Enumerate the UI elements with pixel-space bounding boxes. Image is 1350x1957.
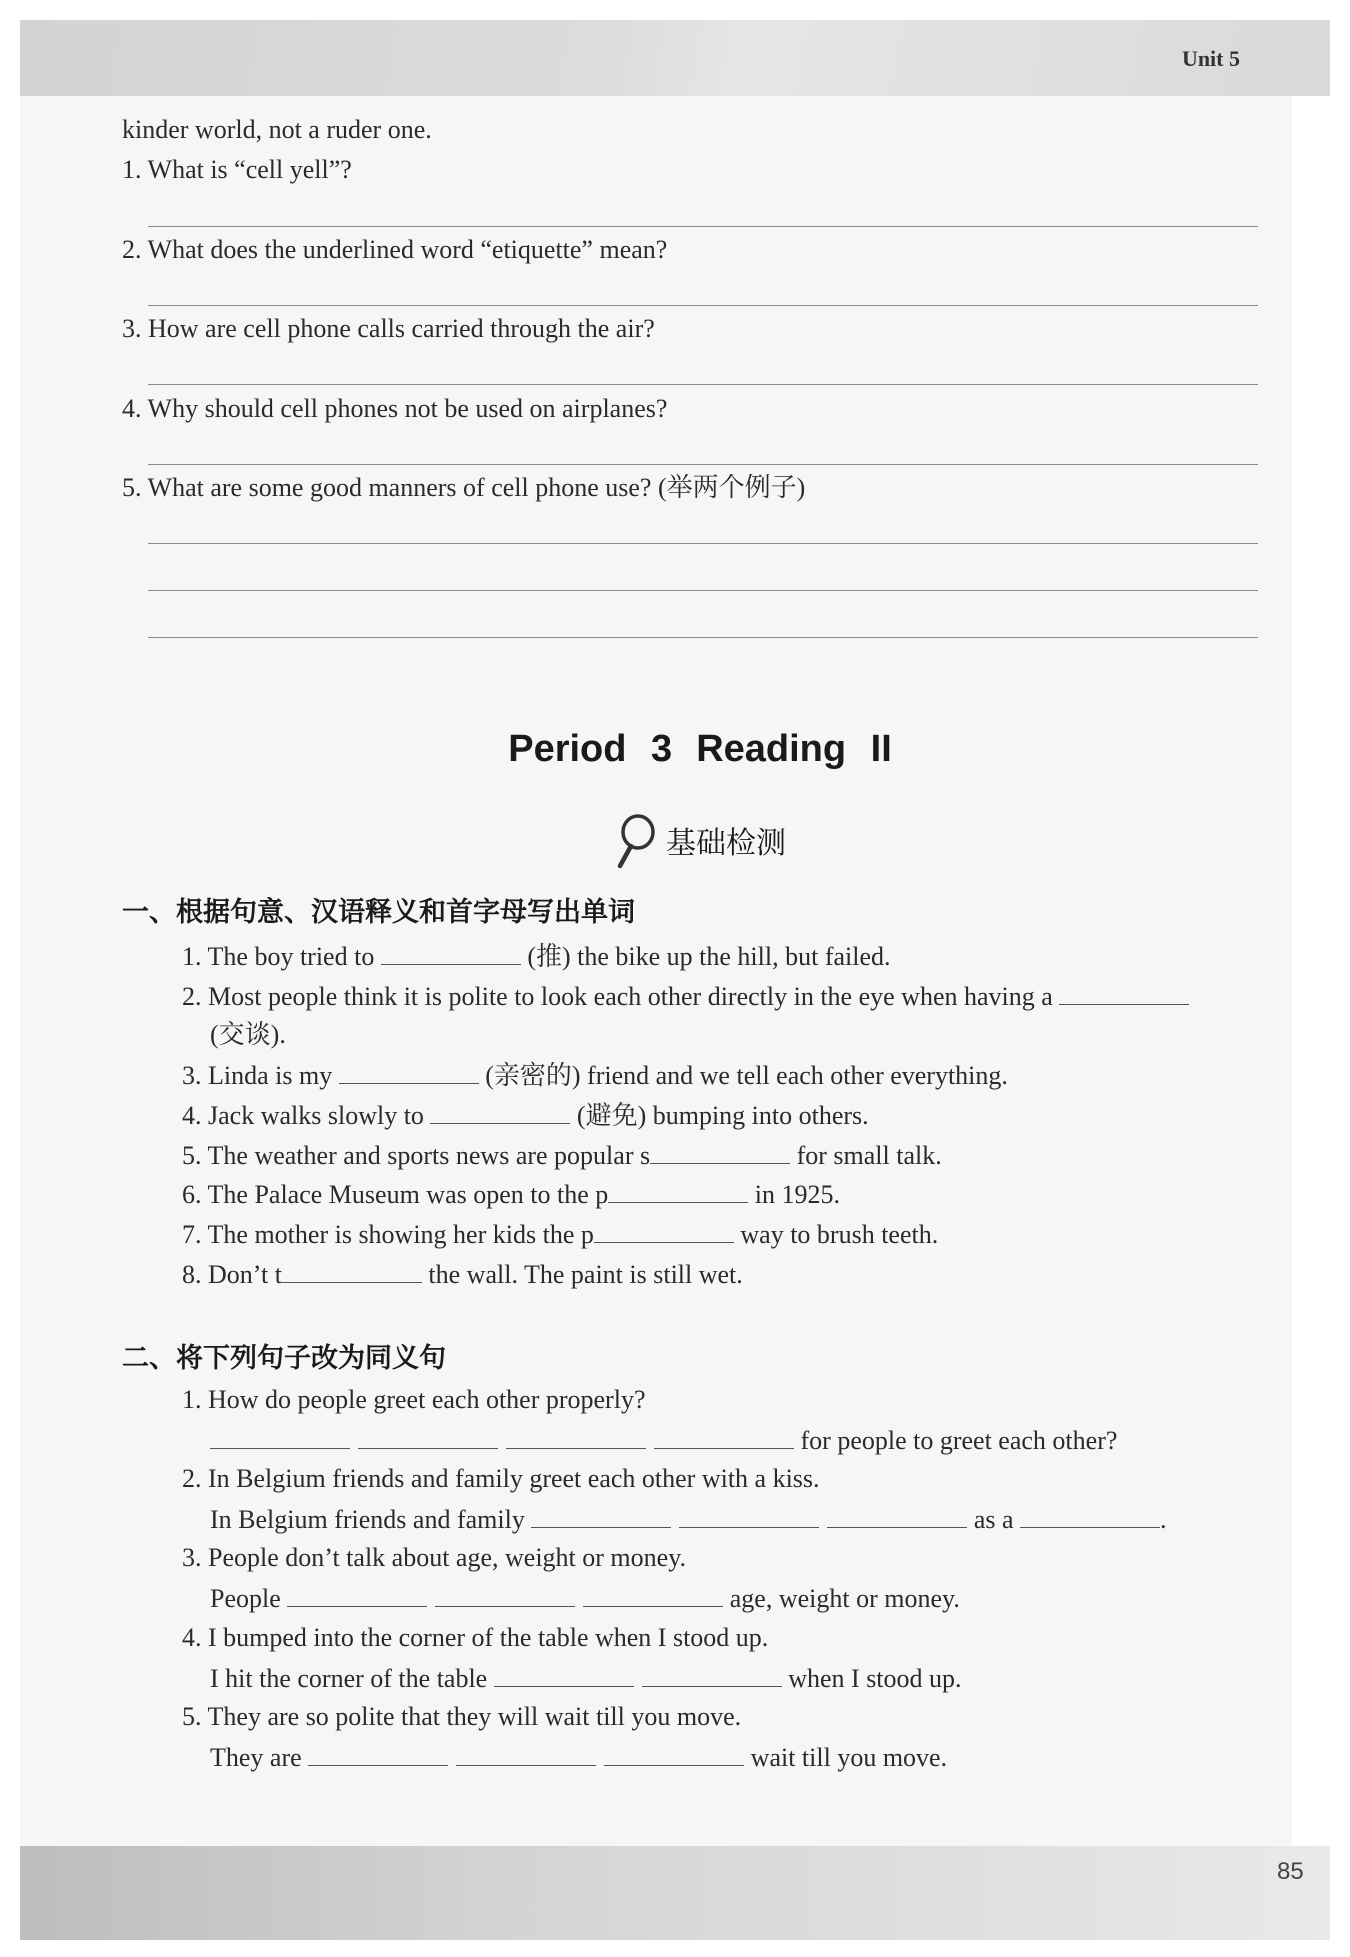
blank[interactable]	[358, 1424, 498, 1449]
question-3: 3. How are cell phone calls carried through the air?	[122, 314, 655, 343]
blank[interactable]	[654, 1424, 794, 1449]
unit-label: Unit 5	[1181, 46, 1240, 71]
s2-item-4: 4. I bumped into the corner of the table when I stood up.	[182, 1623, 769, 1652]
answer-line-5c[interactable]	[148, 637, 1258, 638]
page-number: 85	[1277, 1858, 1304, 1885]
blank[interactable]	[494, 1662, 634, 1687]
blank[interactable]	[531, 1503, 671, 1528]
blank[interactable]	[1059, 980, 1189, 1005]
section-badge	[612, 812, 786, 868]
magnifier-icon	[612, 812, 658, 868]
s1-item-8: 8. Don’t t the wall. The paint is still wet.	[182, 1260, 743, 1289]
continuation-text: kinder world, not a ruder one.	[122, 115, 432, 144]
s1-item-3: 3. Linda is my (亲密的) friend and we tell each other everything.	[182, 1061, 1008, 1090]
s2-item-1: 1. How do people greet each other properly?	[182, 1385, 646, 1414]
s1-item-6: 6. The Palace Museum was open to the p in 1925.	[182, 1180, 840, 1209]
blank[interactable]	[506, 1424, 646, 1449]
blank[interactable]	[381, 940, 521, 965]
blank[interactable]	[210, 1424, 350, 1449]
s2-item-3-rewrite: People age, weight or money.	[210, 1584, 960, 1613]
section2-heading: 二、将下列句子改为同义句	[122, 1343, 446, 1374]
s2-item-5: 5. They are so polite that they will wait till you move.	[182, 1702, 742, 1731]
period-title	[0, 728, 1350, 771]
blank[interactable]	[650, 1139, 790, 1164]
blank[interactable]	[1020, 1503, 1160, 1528]
answer-line-5b[interactable]	[148, 590, 1258, 591]
question-4: 4. Why should cell phones not be used on airplanes?	[122, 394, 668, 423]
s2-item-5-rewrite: They are wait till you move.	[210, 1743, 948, 1772]
answer-line-3[interactable]	[148, 384, 1258, 385]
period-name: Reading II	[696, 728, 892, 770]
s2-item-3: 3. People don’t talk about age, weight or money.	[182, 1543, 687, 1572]
blank[interactable]	[642, 1662, 782, 1687]
s1-item-4: 4. Jack walks slowly to (避免) bumping into others.	[182, 1101, 869, 1130]
question-5: 5. What are some good manners of cell phone use? (举两个例子)	[122, 473, 806, 502]
s2-item-1-rewrite: for people to greet each other?	[210, 1424, 1117, 1457]
answer-line-5a[interactable]	[148, 543, 1258, 544]
blank[interactable]	[308, 1741, 448, 1766]
answer-line-1[interactable]	[148, 226, 1258, 227]
s1-item-2: 2. Most people think it is polite to look each other directly in the eye when having a	[182, 980, 1189, 1013]
footer-band	[20, 1846, 1330, 1940]
header-band	[20, 20, 1330, 96]
period-number: Period 3	[508, 728, 673, 770]
s2-item-2-rewrite: In Belgium friends and family as a .	[210, 1505, 1167, 1534]
answer-line-2[interactable]	[148, 305, 1258, 306]
badge-label: 基础检测	[666, 826, 786, 861]
blank[interactable]	[594, 1218, 734, 1243]
blank[interactable]	[282, 1258, 422, 1283]
s1-item-7: 7. The mother is showing her kids the p way to brush teeth.	[182, 1220, 939, 1249]
blank[interactable]	[679, 1503, 819, 1528]
blank[interactable]	[604, 1741, 744, 1766]
question-1: 1. What is “cell yell”?	[122, 155, 352, 184]
s1-item-1: 1. The boy tried to (推) the bike up the hill, but failed.	[182, 942, 891, 971]
question-2: 2. What does the underlined word “etiquette” mean?	[122, 235, 668, 264]
blank[interactable]	[435, 1582, 575, 1607]
blank[interactable]	[608, 1178, 748, 1203]
blank[interactable]	[827, 1503, 967, 1528]
blank[interactable]	[287, 1582, 427, 1607]
blank[interactable]	[583, 1582, 723, 1607]
section1-heading: 一、根据句意、汉语释义和首字母写出单词	[122, 897, 635, 928]
blank[interactable]	[456, 1741, 596, 1766]
s1-item-5: 5. The weather and sports news are popular s for small talk.	[182, 1141, 942, 1170]
s2-item-4-rewrite: I hit the corner of the table when I stood up.	[210, 1664, 962, 1693]
blank[interactable]	[430, 1099, 570, 1124]
blank[interactable]	[339, 1059, 479, 1084]
answer-line-4[interactable]	[148, 464, 1258, 465]
s2-item-2: 2. In Belgium friends and family greet each other with a kiss.	[182, 1464, 820, 1493]
s1-item-2-cont: (交谈).	[210, 1020, 286, 1049]
